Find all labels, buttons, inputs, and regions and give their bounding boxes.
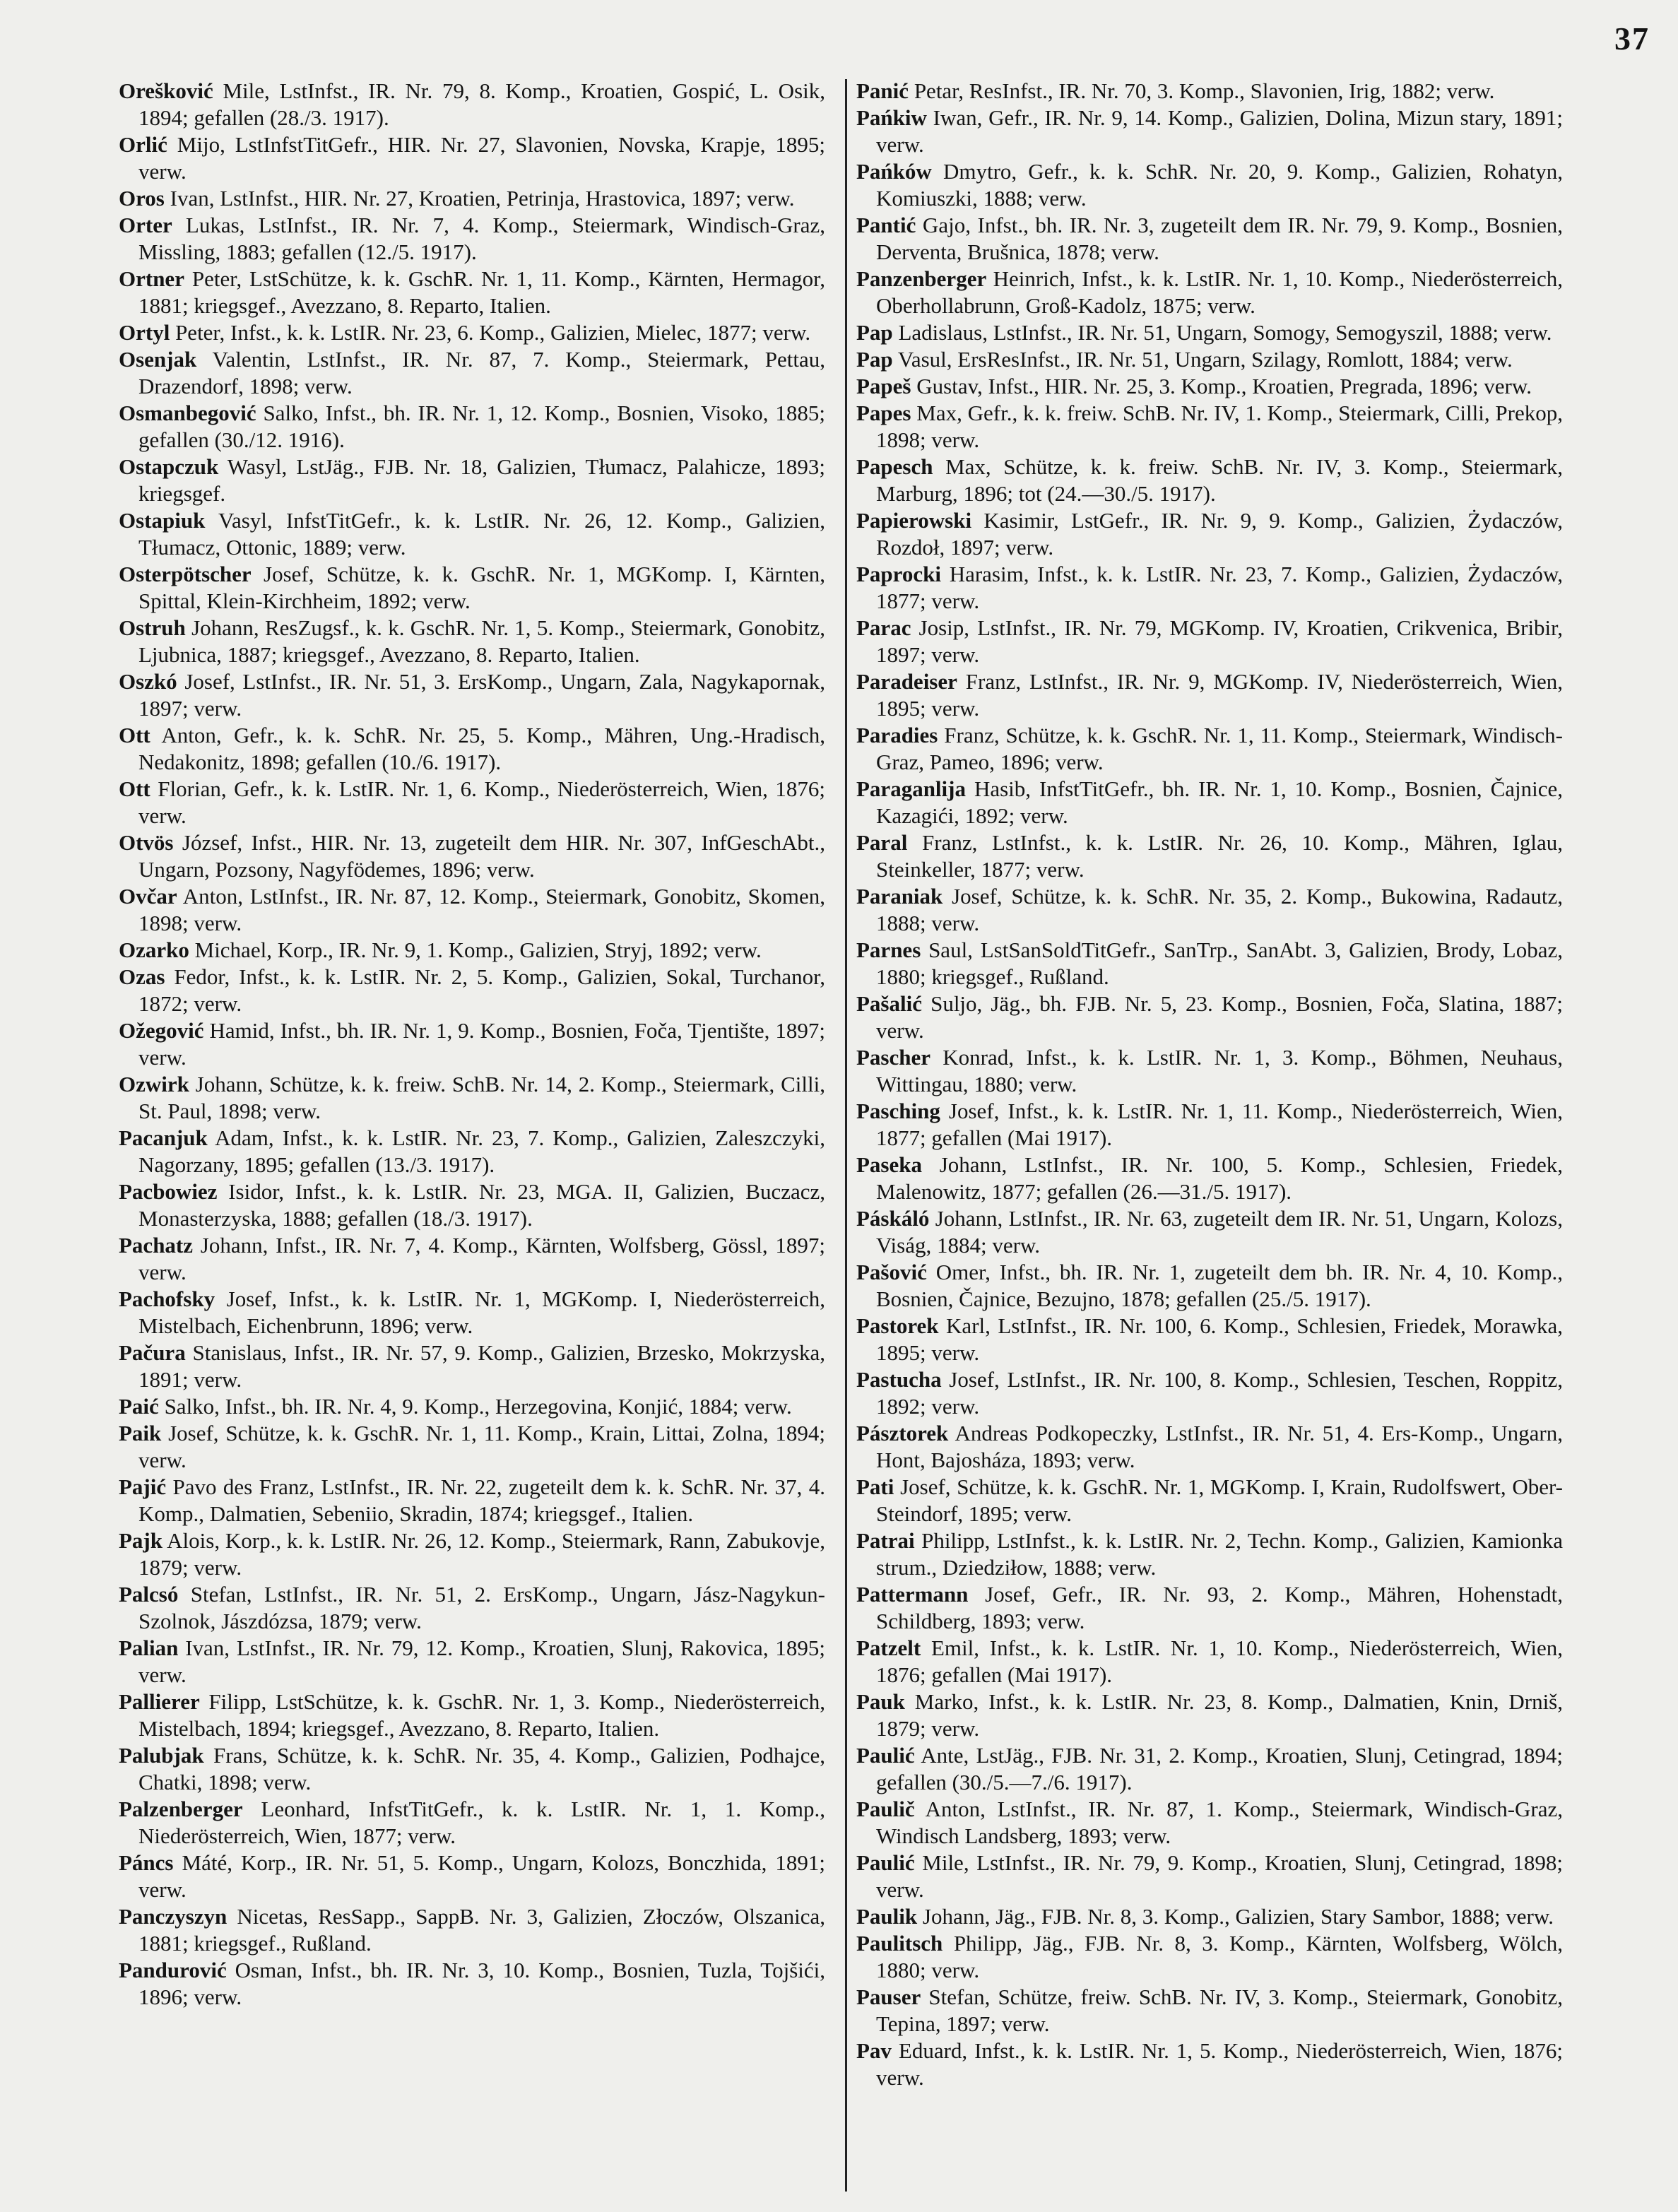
register-entry bbox=[856, 615, 1563, 668]
entry-surname: Orter bbox=[119, 213, 172, 237]
entry-surname: Pastucha bbox=[856, 1367, 942, 1392]
register-entry bbox=[119, 776, 825, 829]
entry-surname: Páskáló bbox=[856, 1206, 930, 1231]
entry-details: Heinrich, Infst., k. k. LstIR. Nr. 1, 10. Komp., Niederösterreich, Oberhollabrunn, Groß-Kadolz, 1875; verw. bbox=[876, 266, 1563, 318]
entry-surname: Pauser bbox=[856, 1985, 921, 2009]
entry-surname: Osmanbegović bbox=[119, 401, 256, 425]
entry-details: Salko, Infst., bh. IR. Nr. 4, 9. Komp., Herzegovina, Konjić, 1884; verw. bbox=[158, 1394, 792, 1419]
entry-details: Dmytro, Gefr., k. k. SchR. Nr. 20, 9. Komp., Galizien, Rohatyn, Komiuszki, 1888; verw. bbox=[876, 159, 1563, 211]
entry-surname: Oros bbox=[119, 186, 165, 211]
entry-details: Josef, Schütze, k. k. SchR. Nr. 35, 2. Komp., Bukowina, Radautz, 1888; verw. bbox=[876, 884, 1563, 935]
register-entry bbox=[856, 319, 1563, 346]
entry-details: Josef, Schütze, k. k. GschR. Nr. 1, 11. Komp., Krain, Littai, Zolna, 1894; verw. bbox=[138, 1421, 825, 1472]
register-entry bbox=[119, 1339, 825, 1393]
entry-details: Peter, Infst., k. k. LstIR. Nr. 23, 6. Komp., Galizien, Mielec, 1877; verw. bbox=[170, 320, 811, 345]
entry-details: Andreas Podkopeczky, LstInfst., IR. Nr. 51, 4. Ers-Komp., Ungarn, Hont, Bajosháza, 1893; verw. bbox=[876, 1421, 1563, 1472]
register-entry bbox=[856, 829, 1563, 883]
entry-details: Harasim, Infst., k. k. LstIR. Nr. 23, 7. Komp., Galizien, Żydaczów, 1877; verw. bbox=[876, 562, 1563, 613]
entry-details: Johann, LstInfst., IR. Nr. 63, zugeteilt dem IR. Nr. 51, Ungarn, Kolozs, Viság, 1884; verw. bbox=[876, 1206, 1563, 1258]
entry-details: Nicetas, ResSapp., SappB. Nr. 3, Galizien, Złoczów, Olszanica, 1881; kriegsgef., Rußland. bbox=[138, 1904, 825, 1956]
register-entry bbox=[856, 1930, 1563, 1984]
register-entry bbox=[119, 1474, 825, 1527]
register-entry bbox=[119, 1071, 825, 1125]
entry-surname: Pacbowiez bbox=[119, 1179, 218, 1204]
entry-surname: Ostruh bbox=[119, 615, 186, 640]
entry-surname: Ortyl bbox=[119, 320, 170, 345]
entry-surname: Paraniak bbox=[856, 884, 943, 909]
entry-surname: Ortner bbox=[119, 266, 184, 291]
entry-surname: Papes bbox=[856, 401, 911, 425]
entry-surname: Pantić bbox=[856, 213, 916, 237]
entry-surname: Palubjak bbox=[119, 1743, 204, 1768]
register-entry bbox=[856, 1850, 1563, 1903]
entry-surname: Pačura bbox=[119, 1340, 186, 1365]
entry-surname: Paradeiser bbox=[856, 669, 957, 694]
register-entry bbox=[856, 1366, 1563, 1420]
entry-details: Johann, Infst., IR. Nr. 7, 4. Komp., Kärnten, Wolfsberg, Gössl, 1897; verw. bbox=[138, 1233, 825, 1284]
entry-surname: Paulić bbox=[856, 1743, 915, 1768]
entry-details: Josef, Infst., k. k. LstIR. Nr. 1, 11. Komp., Niederösterreich, Wien, 1877; gefallen (Mai 1917). bbox=[876, 1099, 1563, 1150]
register-entry bbox=[119, 1286, 825, 1339]
register-entry bbox=[119, 185, 825, 212]
entry-surname: Palzenberger bbox=[119, 1797, 243, 1821]
entry-surname: Pašović bbox=[856, 1260, 927, 1284]
register-entry bbox=[119, 1957, 825, 2011]
register-entry bbox=[119, 615, 825, 668]
entry-surname: Panić bbox=[856, 78, 909, 103]
entry-surname: Ožegović bbox=[119, 1018, 204, 1043]
entry-surname: Ozarko bbox=[119, 938, 189, 962]
entry-details: József, Infst., HIR. Nr. 13, zugeteilt dem HIR. Nr. 307, InfGeschAbt., Ungarn, Pozsony, Nagyfödemes, 1896; verw. bbox=[138, 830, 825, 882]
register-entry bbox=[119, 829, 825, 883]
entry-surname: Paral bbox=[856, 830, 908, 855]
entry-details: Salko, Infst., bh. IR. Nr. 1, 12. Komp., Bosnien, Visoko, 1885; gefallen (30./12. 1916). bbox=[138, 401, 825, 452]
entry-details: Stefan, LstInfst., IR. Nr. 51, 2. ErsKomp., Ungarn, Jász-Nagykun-Szolnok, Jászdózsa, 1879; verw. bbox=[138, 1582, 825, 1633]
register-entry bbox=[856, 212, 1563, 266]
register-entry bbox=[856, 373, 1563, 400]
entry-surname: Pachatz bbox=[119, 1233, 194, 1258]
entry-details: Hasib, InfstTitGefr., bh. IR. Nr. 1, 10. Komp., Bosnien, Čajnice, Kazagići, 1892; verw. bbox=[876, 776, 1563, 828]
entry-surname: Patzelt bbox=[856, 1636, 921, 1660]
register-entry bbox=[856, 158, 1563, 212]
entry-details: Philipp, LstInfst., k. k. LstIR. Nr. 2, Techn. Komp., Galizien, Kamionka strum., Dziedziłow, 1888; verw. bbox=[876, 1528, 1563, 1580]
entry-details: Johann, ResZugsf., k. k. GschR. Nr. 1, 5. Komp., Steiermark, Gonobitz, Ljubnica, 1887; kriegsgef., Avezzano, 8. Reparto, Italien. bbox=[138, 615, 825, 667]
register-entry bbox=[856, 1635, 1563, 1688]
page-number: 37 bbox=[1614, 20, 1650, 57]
register-entry bbox=[119, 1178, 825, 1232]
entry-surname: Pandurović bbox=[119, 1958, 227, 1982]
entry-details: Iwan, Gefr., IR. Nr. 9, 14. Komp., Galizien, Dolina, Mizun stary, 1891; verw. bbox=[876, 105, 1563, 157]
register-entry bbox=[856, 668, 1563, 722]
entry-details: Gustav, Infst., HIR. Nr. 25, 3. Komp., Kroatien, Pregrada, 1896; verw. bbox=[911, 374, 1532, 398]
entry-surname: Pasching bbox=[856, 1099, 940, 1123]
entry-details: Suljo, Jäg., bh. FJB. Nr. 5, 23. Komp., Bosnien, Foča, Slatina, 1887; verw. bbox=[876, 991, 1563, 1043]
entry-surname: Pacanjuk bbox=[119, 1125, 208, 1150]
register-entry bbox=[119, 131, 825, 185]
entry-surname: Pásztorek bbox=[856, 1421, 949, 1445]
register-entry bbox=[119, 1850, 825, 1903]
entry-details: Franz, Schütze, k. k. GschR. Nr. 1, 11. Komp., Steiermark, Windisch-Graz, Pameo, 1896; verw. bbox=[876, 723, 1563, 774]
column-divider bbox=[845, 79, 847, 2192]
register-entry bbox=[119, 212, 825, 266]
entry-surname: Pańkiw bbox=[856, 105, 927, 130]
register-entry bbox=[119, 266, 825, 319]
entry-details: Fedor, Infst., k. k. LstIR. Nr. 2, 5. Komp., Galizien, Sokal, Turchanor, 1872; verw. bbox=[138, 964, 825, 1016]
register-entry bbox=[856, 1474, 1563, 1527]
entry-details: Stanislaus, Infst., IR. Nr. 57, 9. Komp., Galizien, Brzesko, Mokrzyska, 1891; verw. bbox=[138, 1340, 825, 1392]
register-entry bbox=[856, 1527, 1563, 1581]
entry-details: Marko, Infst., k. k. LstIR. Nr. 23, 8. Komp., Dalmatien, Knin, Drniš, 1879; verw. bbox=[876, 1689, 1563, 1741]
entry-details: Peter, LstSchütze, k. k. GschR. Nr. 1, 11. Komp., Kärnten, Hermagor, 1881; kriegsgef., Avezzano, 8. Reparto, Italien. bbox=[138, 266, 825, 318]
entry-details: Philipp, Jäg., FJB. Nr. 8, 3. Komp., Kärnten, Wolfsberg, Wölch, 1880; verw. bbox=[876, 1931, 1563, 1982]
entry-surname: Papesch bbox=[856, 454, 933, 479]
entry-details: Vasul, ErsResInfst., IR. Nr. 51, Ungarn, Szilagy, Romlott, 1884; verw. bbox=[892, 347, 1513, 372]
entry-surname: Páncs bbox=[119, 1850, 174, 1875]
entry-details: Josef, LstInfst., IR. Nr. 51, 3. ErsKomp., Ungarn, Zala, Nagykapornak, 1897; verw. bbox=[138, 669, 825, 721]
register-entry bbox=[119, 668, 825, 722]
entry-surname: Paulik bbox=[856, 1904, 918, 1929]
entry-details: Karl, LstInfst., IR. Nr. 100, 6. Komp., Schlesien, Friedek, Morawka, 1895; verw. bbox=[876, 1313, 1563, 1365]
entry-details: Stefan, Schütze, freiw. SchB. Nr. IV, 3. Komp., Steiermark, Gonobitz, Tepina, 1897; verw. bbox=[876, 1985, 1563, 2036]
entry-details: Ivan, LstInfst., IR. Nr. 79, 12. Komp., Kroatien, Slunj, Rakovica, 1895; verw. bbox=[138, 1636, 825, 1687]
register-entry bbox=[119, 319, 825, 346]
register-entry bbox=[856, 1688, 1563, 1742]
entry-details: Johann, Jäg., FJB. Nr. 8, 3. Komp., Galizien, Stary Sambor, 1888; verw. bbox=[917, 1904, 1554, 1929]
entry-details: Wasyl, LstJäg., FJB. Nr. 18, Galizien, Tłumacz, Palahicze, 1893; kriegsgef. bbox=[138, 454, 825, 506]
entry-details: Franz, LstInfst., k. k. LstIR. Nr. 26, 10. Komp., Mähren, Iglau, Steinkeller, 1877; verw. bbox=[876, 830, 1563, 882]
register-entry bbox=[856, 1044, 1563, 1098]
register-entry bbox=[856, 1313, 1563, 1366]
entry-details: Gajo, Infst., bh. IR. Nr. 3, zugeteilt dem IR. Nr. 79, 9. Komp., Bosnien, Derventa, Brušnica, 1878; verw. bbox=[876, 213, 1563, 264]
entry-details: Josef, Schütze, k. k. GschR. Nr. 1, MGKomp. I, Krain, Rudolfswert, Ober-Steindorf, 1895; verw. bbox=[876, 1474, 1563, 1526]
entry-surname: Pallierer bbox=[119, 1689, 200, 1714]
entry-surname: Ozwirk bbox=[119, 1072, 189, 1096]
entry-details: Kasimir, LstGefr., IR. Nr. 9, 9. Komp., Galizien, Żydaczów, Rozdoł, 1897; verw. bbox=[876, 508, 1563, 560]
register-entry bbox=[119, 400, 825, 454]
register-entry bbox=[856, 990, 1563, 1044]
register-entry bbox=[119, 1420, 825, 1474]
entry-details: Lukas, LstInfst., IR. Nr. 7, 4. Komp., Steiermark, Windisch-Graz, Missling, 1883; gefallen (12./5. 1917). bbox=[138, 213, 825, 264]
entry-surname: Papeš bbox=[856, 374, 911, 398]
register-entry bbox=[119, 507, 825, 561]
entry-details: Eduard, Infst., k. k. LstIR. Nr. 1, 5. Komp., Niederösterreich, Wien, 1876; verw. bbox=[876, 2038, 1563, 2090]
entry-details: Pavo des Franz, LstInfst., IR. Nr. 22, zugeteilt dem k. k. SchR. Nr. 37, 4. Komp., Dalmatien, Sebeniio, Skradin, 1874; kriegsgef., Italien. bbox=[138, 1474, 825, 1526]
entry-details: Josef, LstInfst., IR. Nr. 100, 8. Komp., Schlesien, Teschen, Roppitz, 1892; verw. bbox=[876, 1367, 1563, 1419]
register-entry bbox=[119, 1393, 825, 1420]
entry-details: Valentin, LstInfst., IR. Nr. 87, 7. Komp., Steiermark, Pettau, Drazendorf, 1898; verw. bbox=[138, 347, 825, 398]
entry-surname: Paraganlija bbox=[856, 776, 966, 801]
register-entry bbox=[856, 561, 1563, 615]
entry-details: Johann, Schütze, k. k. freiw. SchB. Nr. 14, 2. Komp., Steiermark, Cilli, St. Paul, 1898; verw. bbox=[138, 1072, 825, 1123]
entry-surname: Paulitsch bbox=[856, 1931, 943, 1956]
entry-details: Anton, LstInfst., IR. Nr. 87, 12. Komp., Steiermark, Gonobitz, Skomen, 1898; verw. bbox=[138, 884, 825, 935]
register-entry bbox=[119, 1581, 825, 1635]
register-entry bbox=[119, 1635, 825, 1688]
entry-details: Emil, Infst., k. k. LstIR. Nr. 1, 10. Komp., Niederösterreich, Wien, 1876; gefallen (Mai 1917). bbox=[876, 1636, 1563, 1687]
entry-surname: Osenjak bbox=[119, 347, 197, 372]
entry-surname: Pattermann bbox=[856, 1582, 969, 1607]
register-entry bbox=[119, 722, 825, 776]
register-entry bbox=[856, 400, 1563, 454]
entry-surname: Palcsó bbox=[119, 1582, 179, 1607]
entry-surname: Pav bbox=[856, 2038, 892, 2063]
register-entry bbox=[119, 964, 825, 1017]
entry-details: Ivan, LstInfst., HIR. Nr. 27, Kroatien, Petrinja, Hrastovica, 1897; verw. bbox=[164, 186, 795, 211]
entry-surname: Pajk bbox=[119, 1528, 163, 1553]
entry-details: Josef, Infst., k. k. LstIR. Nr. 1, MGKomp. I, Niederösterreich, Mistelbach, Eichenbrunn, 1896; verw. bbox=[138, 1287, 825, 1338]
entry-details: Ante, LstJäg., FJB. Nr. 31, 2. Komp., Kroatien, Slunj, Cetingrad, 1894; gefallen (30./5.—7./6. 1917). bbox=[876, 1743, 1563, 1794]
entry-surname: Palian bbox=[119, 1636, 179, 1660]
entry-details: Johann, LstInfst., IR. Nr. 100, 5. Komp., Schlesien, Friedek, Malenowitz, 1877; gefallen (26.—31./5. 1917). bbox=[876, 1152, 1563, 1204]
entry-surname: Panczyszyn bbox=[119, 1904, 228, 1929]
register-entry bbox=[856, 776, 1563, 829]
entry-surname: Ostapiuk bbox=[119, 508, 206, 533]
register-entry bbox=[119, 883, 825, 937]
register-entry bbox=[856, 937, 1563, 990]
register-entry bbox=[119, 1527, 825, 1581]
entry-surname: Orešković bbox=[119, 78, 213, 103]
register-entry bbox=[856, 105, 1563, 158]
register-entry bbox=[856, 346, 1563, 373]
entry-surname: Paprocki bbox=[856, 562, 941, 586]
register-entry bbox=[856, 883, 1563, 937]
entry-surname: Ozas bbox=[119, 964, 165, 989]
register-entry bbox=[856, 1420, 1563, 1474]
entry-details: Saul, LstSanSoldTitGefr., SanTrp., SanAbt. 3, Galizien, Brody, Lobaz, 1880; kriegsgef., Rußland. bbox=[876, 938, 1563, 989]
entry-surname: Paulić bbox=[856, 1850, 915, 1875]
register-entry bbox=[119, 1742, 825, 1796]
entry-details: Anton, LstInfst., IR. Nr. 87, 1. Komp., Steiermark, Windisch-Graz, Windisch Landsberg, 1893; verw. bbox=[876, 1797, 1563, 1848]
entry-surname: Parnes bbox=[856, 938, 921, 962]
entry-details: Omer, Infst., bh. IR. Nr. 1, zugeteilt dem bh. IR. Nr. 4, 10. Komp., Bosnien, Čajnice, Bezujno, 1878; gefallen (25./5. 1917). bbox=[876, 1260, 1563, 1311]
register-entry bbox=[119, 1232, 825, 1286]
entry-details: Mile, LstInfst., IR. Nr. 79, 9. Komp., Kroatien, Slunj, Cetingrad, 1898; verw. bbox=[876, 1850, 1563, 1902]
register-entry bbox=[856, 722, 1563, 776]
left-column bbox=[119, 78, 825, 2011]
register-entry bbox=[119, 937, 825, 964]
entry-details: Josip, LstInfst., IR. Nr. 79, MGKomp. IV, Kroatien, Crikvenica, Bribir, 1897; verw. bbox=[876, 615, 1563, 667]
entry-surname: Pachofsky bbox=[119, 1287, 215, 1311]
entry-details: Michael, Korp., IR. Nr. 9, 1. Komp., Galizien, Stryj, 1892; verw. bbox=[189, 938, 762, 962]
register-entry bbox=[856, 1581, 1563, 1635]
entry-details: Osman, Infst., bh. IR. Nr. 3, 10. Komp., Bosnien, Tuzla, Tojšići, 1896; verw. bbox=[138, 1958, 825, 2009]
register-entry bbox=[119, 454, 825, 507]
entry-details: Hamid, Infst., bh. IR. Nr. 1, 9. Komp., Bosnien, Foča, Tjentište, 1897; verw. bbox=[138, 1018, 825, 1070]
entry-surname: Pati bbox=[856, 1474, 894, 1499]
entry-details: Josef, Gefr., IR. Nr. 93, 2. Komp., Mähren, Hohenstadt, Schildberg, 1893; verw. bbox=[876, 1582, 1563, 1633]
entry-details: Adam, Infst., k. k. LstIR. Nr. 23, 7. Komp., Galizien, Zaleszczyki, Nagorzany, 1895; gefallen (13./3. 1917). bbox=[138, 1125, 825, 1177]
entry-details: Franz, LstInfst., IR. Nr. 9, MGKomp. IV, Niederösterreich, Wien, 1895; verw. bbox=[876, 669, 1563, 721]
entry-surname: Osterpötscher bbox=[119, 562, 252, 586]
entry-details: Florian, Gefr., k. k. LstIR. Nr. 1, 6. Komp., Niederösterreich, Wien, 1876; verw. bbox=[138, 776, 825, 828]
entry-details: Anton, Gefr., k. k. SchR. Nr. 25, 5. Komp., Mähren, Ung.-Hradisch, Nedakonitz, 1898; gefallen (10./6. 1917). bbox=[138, 723, 825, 774]
register-entry bbox=[119, 78, 825, 131]
register-entry bbox=[856, 1984, 1563, 2037]
entry-details: Konrad, Infst., k. k. LstIR. Nr. 1, 3. Komp., Böhmen, Neuhaus, Wittingau, 1880; verw. bbox=[876, 1045, 1563, 1096]
entry-surname: Panzenberger bbox=[856, 266, 987, 291]
register-entry bbox=[856, 1098, 1563, 1152]
register-entry bbox=[119, 561, 825, 615]
entry-details: Ladislaus, LstInfst., IR. Nr. 51, Ungarn, Somogy, Semogyszil, 1888; verw. bbox=[892, 320, 1552, 345]
entry-details: Max, Gefr., k. k. freiw. SchB. Nr. IV, 1. Komp., Steiermark, Cilli, Prekop, 1898; verw. bbox=[876, 401, 1563, 452]
right-column bbox=[856, 78, 1563, 2091]
entry-surname: Pascher bbox=[856, 1045, 931, 1070]
entry-details: Filipp, LstSchütze, k. k. GschR. Nr. 1, 3. Komp., Niederösterreich, Mistelbach, 1894; kriegsgef., Avezzano, 8. Reparto, Italien. bbox=[138, 1689, 825, 1741]
entry-surname: Paseka bbox=[856, 1152, 922, 1177]
entry-surname: Pauk bbox=[856, 1689, 905, 1714]
entry-details: Josef, Schütze, k. k. GschR. Nr. 1, MGKomp. I, Kärnten, Spittal, Klein-Kirchheim, 1892; verw. bbox=[138, 562, 825, 613]
entry-surname: Ostapczuk bbox=[119, 454, 219, 479]
entry-details: Mile, LstInfst., IR. Nr. 79, 8. Komp., Kroatien, Gospić, L. Osik, 1894; gefallen (28./3. 1917). bbox=[138, 78, 825, 130]
entry-surname: Otvös bbox=[119, 830, 174, 855]
entry-surname: Paulič bbox=[856, 1797, 915, 1821]
entry-surname: Ovčar bbox=[119, 884, 177, 909]
entry-details: Leonhard, InfstTitGefr., k. k. LstIR. Nr. 1, 1. Komp., Niederösterreich, Wien, 1877; verw. bbox=[138, 1797, 825, 1848]
register-entry bbox=[856, 1796, 1563, 1850]
entry-surname: Pajić bbox=[119, 1474, 167, 1499]
entry-surname: Pašalić bbox=[856, 991, 922, 1016]
register-entry bbox=[856, 2037, 1563, 2091]
register-entry bbox=[119, 1796, 825, 1850]
entry-surname: Parac bbox=[856, 615, 911, 640]
entry-surname: Paić bbox=[119, 1394, 159, 1419]
entry-details: Máté, Korp., IR. Nr. 51, 5. Komp., Ungarn, Kolozs, Bonczhida, 1891; verw. bbox=[138, 1850, 825, 1902]
register-entry bbox=[856, 1903, 1563, 1930]
entry-details: Frans, Schütze, k. k. SchR. Nr. 35, 4. Komp., Galizien, Podhajce, Chatki, 1898; verw. bbox=[138, 1743, 825, 1794]
register-entry bbox=[856, 454, 1563, 507]
entry-details: Alois, Korp., k. k. LstIR. Nr. 26, 12. Komp., Steiermark, Rann, Zabukovje, 1879; verw. bbox=[138, 1528, 825, 1580]
entry-surname: Paik bbox=[119, 1421, 162, 1445]
register-entry bbox=[119, 346, 825, 400]
register-entry bbox=[856, 1742, 1563, 1796]
entry-details: Max, Schütze, k. k. freiw. SchB. Nr. IV, 3. Komp., Steiermark, Marburg, 1896; tot (24.—30./5. 1917). bbox=[876, 454, 1563, 506]
register-entry bbox=[119, 1017, 825, 1071]
register-entry bbox=[856, 78, 1563, 105]
entry-surname: Ott bbox=[119, 723, 150, 747]
entry-details: Mijo, LstInfstTitGefr., HIR. Nr. 27, Slavonien, Novska, Krapje, 1895; verw. bbox=[138, 132, 825, 184]
register-entry bbox=[856, 1152, 1563, 1205]
register-entry bbox=[119, 1903, 825, 1957]
register-entry bbox=[856, 1205, 1563, 1259]
register-entry bbox=[856, 507, 1563, 561]
register-entry bbox=[119, 1125, 825, 1178]
entry-details: Isidor, Infst., k. k. LstIR. Nr. 23, MGA. II, Galizien, Buczacz, Monasterzyska, 1888; gefallen (18./3. 1917). bbox=[138, 1179, 825, 1231]
entry-surname: Papierowski bbox=[856, 508, 972, 533]
register-entry bbox=[856, 1259, 1563, 1313]
entry-surname: Ott bbox=[119, 776, 150, 801]
entry-surname: Orlić bbox=[119, 132, 167, 157]
entry-surname: Pańków bbox=[856, 159, 932, 184]
entry-surname: Oszkó bbox=[119, 669, 177, 694]
entry-details: Vasyl, InfstTitGefr., k. k. LstIR. Nr. 26, 12. Komp., Galizien, Tłumacz, Ottonic, 1889; verw. bbox=[138, 508, 825, 560]
entry-surname: Pap bbox=[856, 347, 893, 372]
entry-details: Petar, ResInfst., IR. Nr. 70, 3. Komp., Slavonien, Irig, 1882; verw. bbox=[909, 78, 1495, 103]
entry-surname: Patrai bbox=[856, 1528, 915, 1553]
register-entry bbox=[119, 1688, 825, 1742]
register-entry bbox=[856, 266, 1563, 319]
entry-surname: Pastorek bbox=[856, 1313, 939, 1338]
entry-surname: Paradies bbox=[856, 723, 938, 747]
entry-surname: Pap bbox=[856, 320, 893, 345]
